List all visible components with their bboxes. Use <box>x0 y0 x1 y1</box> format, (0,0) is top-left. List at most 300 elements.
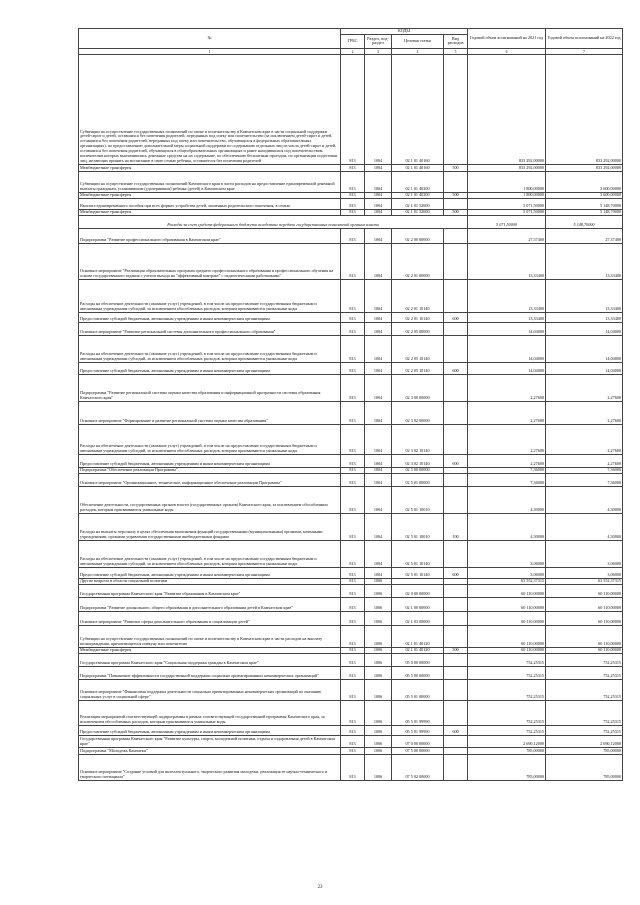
row-grbs: 813 <box>341 473 365 486</box>
row-target: 02 2 05 10140 <box>392 335 444 362</box>
table-row <box>79 374 623 401</box>
row-amount-2022: 752,25315 <box>546 700 623 725</box>
row-expense <box>444 486 468 513</box>
row-target: 02 2 01 00000 <box>392 243 444 279</box>
table-row <box>79 567 623 578</box>
table-row <box>79 584 623 597</box>
row-grbs: 813 <box>341 584 365 597</box>
table-row <box>79 243 623 279</box>
row-grbs: 813 <box>341 647 365 653</box>
row-name: Расходы на обеспечение деятельности (оказание услуг) учреждений, в том числе на предоставление государственным бюджетным и автономным учреждениям субсидий, за исключением обособленных расходов, которым присваиваются уникальные коды <box>79 540 341 567</box>
table-row <box>79 486 623 513</box>
row-amount-2022: 752,25315 <box>546 679 623 700</box>
row-name: Основное мероприятие "Развитие сферы дополнительного образования и социализации детей" <box>79 611 341 625</box>
row-amount-2021: 60 110,00000 <box>468 597 546 611</box>
row-amount-2021: 13,33400 <box>468 312 546 322</box>
row-target: 02 3 00 00000 <box>392 374 444 401</box>
row-target: 02 1 01 40200 <box>392 171 444 192</box>
row-target: 02 2 05 00000 <box>392 322 444 335</box>
row-amount-2022: 5 148,70000 <box>546 198 623 209</box>
table-row <box>79 725 623 735</box>
index-cell: 4 <box>392 48 444 54</box>
header-codes: КОДЫ <box>341 29 468 35</box>
row-amount-2021: 2,27600 <box>468 401 546 424</box>
row-grbs: 813 <box>341 653 365 666</box>
row-amount-2022: 3 600,00000 <box>546 192 623 198</box>
row-grbs: 813 <box>341 666 365 679</box>
table-row <box>79 597 623 611</box>
table-row <box>79 164 623 171</box>
row-name: Основное мероприятие "Организационное, техническое, информационное обеспечение реализации Программы" <box>79 473 341 486</box>
row-expense <box>444 424 468 454</box>
row-amount-2021: 13,33400 <box>468 243 546 279</box>
table-row <box>79 54 623 164</box>
row-name: Государственная программа Камчатского края "Развитие культуры, спорта, молодежной политики, отдыха и оздоровления детей в Камчатском крае" <box>79 735 341 747</box>
row-expense: 500 <box>444 192 468 198</box>
row-amount-2022: 14,04000 <box>546 362 623 374</box>
row-name: Расходы на выплаты персоналу в целях обеспечения выполнения функций государственными (муниципальными) органами, казенными учреждениями, органами управления государственными внебюджетными фондами <box>79 513 341 540</box>
row-amount-2021: 752,25315 <box>468 725 546 735</box>
row-expense <box>444 666 468 679</box>
table-row <box>79 666 623 679</box>
row-amount-2022: 4,30000 <box>546 513 623 540</box>
row-target: 07 5 02 00000 <box>392 754 444 780</box>
row-amount-2022: 2,27600 <box>546 454 623 467</box>
row-grbs: 813 <box>341 374 365 401</box>
row-name: Межбюджетные трансферты <box>79 192 341 198</box>
table-row <box>79 735 623 747</box>
row-amount-2021: 14,04000 <box>468 335 546 362</box>
row-expense: 600 <box>444 567 468 578</box>
row-expense <box>444 198 468 209</box>
row-section: 1004 <box>365 567 392 578</box>
row-section: 1004 <box>365 486 392 513</box>
row-expense <box>444 679 468 700</box>
row-amount-2022: 13,33400 <box>546 312 623 322</box>
row-amount-2021: 60 110,00000 <box>468 625 546 647</box>
row-expense: 500 <box>444 209 468 215</box>
row-section: 1006 <box>365 611 392 625</box>
row-grbs: 813 <box>341 567 365 578</box>
row-amount-2022: 3,06000 <box>546 540 623 567</box>
row-grbs: 813 <box>341 679 365 700</box>
row-amount-2021: 833 292,00000 <box>468 164 546 171</box>
row-grbs: 813 <box>341 401 365 424</box>
table-row <box>79 467 623 473</box>
budget-table-sheet <box>78 28 622 781</box>
table-row <box>79 700 623 725</box>
row-target: 02 2 01 10140 <box>392 279 444 312</box>
row-target: 02 5 01 10010 <box>392 513 444 540</box>
row-amount-2022: 752,25315 <box>546 653 623 666</box>
table-row <box>79 362 623 374</box>
row-grbs: 813 <box>341 192 365 198</box>
row-target: 05 5 01 99990 <box>392 700 444 725</box>
row-name: Подпрограмма "Молодежь Камчатки" <box>79 747 341 754</box>
row-amount-2021: 63 552,37315 <box>468 578 546 584</box>
row-section: 1004 <box>365 312 392 322</box>
row-section: 1006 <box>365 679 392 700</box>
row-name: Основное мероприятие "Создание условий для интеллектуального, творческого развития молодежи, реализация ее научно-технического и творческого потенциала" <box>79 754 341 780</box>
row-amount-2021: 2,27600 <box>468 424 546 454</box>
row-amount-2021: 4,30000 <box>468 486 546 513</box>
row-expense: 500 <box>444 164 468 171</box>
row-amount-2021: 13,33400 <box>468 279 546 312</box>
row-expense <box>444 279 468 312</box>
row-section: 1004 <box>365 473 392 486</box>
table-row <box>79 279 623 312</box>
row-name: Расходы на обеспечение деятельности (оказание услуг) учреждений, в том числе на предоставление государственным бюджетным и автономным учреждениям субсидий, за исключением обособленных расходов, которым присваиваются уникальные коды <box>79 279 341 312</box>
table-row <box>79 625 623 647</box>
row-name: Расходы на обеспечение деятельности (оказание услуг) учреждений, в том числе на предоставление государственным бюджетным и автономным учреждениям субсидий, за исключением обособленных расходов, которым присваиваются уникальные коды <box>79 335 341 362</box>
row-grbs: 813 <box>341 700 365 725</box>
row-grbs: 813 <box>341 735 365 747</box>
table-row <box>79 322 623 335</box>
row-grbs: 813 <box>341 625 365 647</box>
row-amount-2021: 60 110,00000 <box>468 584 546 597</box>
row-target: 02 5 01 00000 <box>392 473 444 486</box>
row-grbs: 813 <box>341 312 365 322</box>
row-section: 1004 <box>365 540 392 567</box>
row-grbs: 813 <box>341 209 365 215</box>
row-amount-2021: 3,06000 <box>468 567 546 578</box>
row-target: 02 1 01 52600 <box>392 198 444 209</box>
row-amount-2022: 60 110,00000 <box>546 647 623 653</box>
row-name: Субвенции на осуществление государственных полномочий Камчатского края в части расходов на предоставление единовременной денежной выплаты гражданам, усыновившим (удочерившим) ребенка (детей) в Камчатском крае <box>79 171 341 192</box>
row-expense <box>444 243 468 279</box>
row-grbs: 813 <box>341 611 365 625</box>
row-expense: 600 <box>444 312 468 322</box>
table-row <box>79 424 623 454</box>
row-expense <box>444 747 468 754</box>
row-section: 1004 <box>365 243 392 279</box>
row-amount-2022: 13,33400 <box>546 279 623 312</box>
row-grbs: 813 <box>341 486 365 513</box>
table-row <box>79 754 623 780</box>
row-expense <box>444 700 468 725</box>
row-section: 1004 <box>365 54 392 164</box>
row-expense <box>444 401 468 424</box>
row-section: 1004 <box>365 374 392 401</box>
row-section: 1004 <box>365 513 392 540</box>
row-section: 1004 <box>365 454 392 467</box>
row-amount-2021: 27,57400 <box>468 228 546 243</box>
row-grbs: 813 <box>341 54 365 164</box>
row-expense <box>444 611 468 625</box>
row-name: Подпрограмма "Развитие региональной системы оценки качества образования и информационной прозрачности системы образования Камчатского края" <box>79 374 341 401</box>
row-target: 02 0 00 00000 <box>392 584 444 597</box>
row-amount-2022: 14,04000 <box>546 335 623 362</box>
row-section: 1004 <box>365 362 392 374</box>
table-row <box>79 401 623 424</box>
row-name: Предоставление субсидий бюджетным, автономным учреждениям и иным некоммерческим организациям <box>79 362 341 374</box>
row-target: 02 2 00 00000 <box>392 228 444 243</box>
row-amount-2021: 785,00000 <box>468 754 546 780</box>
row-grbs: 813 <box>341 322 365 335</box>
row-target: 02 1 01 40200 <box>392 192 444 198</box>
row-amount-2021: 2,27600 <box>468 454 546 467</box>
row-amount-2022: 4,30000 <box>546 486 623 513</box>
row-amount-2021: 60 110,00000 <box>468 647 546 653</box>
row-grbs: 813 <box>341 725 365 735</box>
row-name: Предоставление субсидий бюджетным, автономным учреждениям и иным некоммерческим организациям <box>79 454 341 467</box>
row-grbs: 813 <box>341 424 365 454</box>
budget-table <box>78 28 623 781</box>
row-amount-2021: 7,36000 <box>468 473 546 486</box>
row-name: Субвенции на осуществление государственных полномочий по опеке и попечительству в Камчатском крае в части социальной поддержки детей-сирот и детей, оставшихся без попечения родителей, переданных под опеку или попечительство (за исключением детей-сирот и детей, оставшихся без попечения родителей, переданных под опеку или попечительство, обучающихся в федеральных образовательных организациях), по предоставлению дополнительной меры социальной поддержки по содержанию отдельных лиц из числа детей-сирот и детей, оставшихся без попечения родителей, обучающихся в общеобразовательных организациях и ранее находившихся под попечительством, попечителям которых выплачивались денежные средства на их содержание, по обеспечению бесплатным проездом, по организации подготовки лиц, желающих принять на воспитание в свою семью ребенка, оставшегося без попечения родителей <box>79 54 341 164</box>
row-amount-2022: 7,36000 <box>546 473 623 486</box>
row-name: Подпрограмма "Обеспечение реализации Программы" <box>79 467 341 473</box>
row-section: 1006 <box>365 700 392 725</box>
row-amount-2022: 63 552,37315 <box>546 578 623 584</box>
row-target: 02 1 01 52600 <box>392 209 444 215</box>
row-grbs: 813 <box>341 467 365 473</box>
row-target: 05 5 01 99990 <box>392 725 444 735</box>
row-target: 02 1 01 40120 <box>392 647 444 653</box>
row-expense <box>444 754 468 780</box>
row-section: 1006 <box>365 666 392 679</box>
row-grbs: 813 <box>341 578 365 584</box>
row-expense <box>444 473 468 486</box>
row-expense <box>444 374 468 401</box>
row-section: 1006 <box>365 584 392 597</box>
index-cell: 7 <box>546 48 623 54</box>
header-2021: Годовой объем ассигнований на 2021 год <box>468 29 546 49</box>
index-cell: 2 <box>341 48 365 54</box>
row-target: 02 3 02 10140 <box>392 454 444 467</box>
header-section: Раздел, под- раздел <box>365 34 392 48</box>
table-row <box>79 171 623 192</box>
row-grbs: 813 <box>341 164 365 171</box>
row-section: 1004 <box>365 279 392 312</box>
row-name: Другие вопросы в области социальной политики <box>79 578 341 584</box>
row-target: 02 1 03 00000 <box>392 611 444 625</box>
table-row <box>79 335 623 362</box>
row-section: 1006 <box>365 647 392 653</box>
row-grbs: 813 <box>341 454 365 467</box>
row-grbs: 813 <box>341 228 365 243</box>
row-name: Государственная программа Камчатского края "Развитие образования в Камчатском крае" <box>79 584 341 597</box>
row-target: 02 5 00 00000 <box>392 467 444 473</box>
note-row <box>79 215 623 228</box>
row-section: 1004 <box>365 424 392 454</box>
row-section: 1006 <box>365 725 392 735</box>
row-target: 07 0 00 00000 <box>392 735 444 747</box>
table-row <box>79 473 623 486</box>
row-grbs: 813 <box>341 747 365 754</box>
row-target: 02 1 01 40160 <box>392 54 444 164</box>
row-target: 05 5 01 00000 <box>392 679 444 700</box>
header-expense: Вид расходов <box>444 34 468 48</box>
row-name: Основное мероприятие "Развитие региональной системы дополнительного профессионального образования" <box>79 322 341 335</box>
row-name: Основное мероприятие "Финансовая поддержка деятельности социально ориентированных некоммерческих организаций по оказанию социальных услуг в социальной сфере" <box>79 679 341 700</box>
row-amount-2021: 785,00000 <box>468 747 546 754</box>
table-row <box>79 540 623 567</box>
row-amount-2022: 3 600,00000 <box>546 171 623 192</box>
table-row <box>79 653 623 666</box>
header-grbs: ГРБС <box>341 34 365 48</box>
table-row <box>79 454 623 467</box>
row-amount-2021: 752,25315 <box>468 653 546 666</box>
row-section: 1004 <box>365 467 392 473</box>
row-amount-2021: 1 800,00000 <box>468 192 546 198</box>
row-amount-2022: 13,33400 <box>546 243 623 279</box>
row-amount-2022: 785,00000 <box>546 747 623 754</box>
header-target: Целевая статья <box>392 34 444 48</box>
row-target: 02 1 00 00000 <box>392 597 444 611</box>
index-cell: 3 <box>365 48 392 54</box>
row-section: 1004 <box>365 401 392 424</box>
row-name: Межбюджетные трансферты <box>79 209 341 215</box>
row-amount-2022: 60 110,00000 <box>546 611 623 625</box>
table-row <box>79 312 623 322</box>
page-number: 23 <box>317 885 323 890</box>
row-amount-2021: 2 690,12000 <box>468 735 546 747</box>
table-row <box>79 578 623 584</box>
row-amount-2021: 752,25315 <box>468 666 546 679</box>
row-amount-2022: 833 292,00000 <box>546 54 623 164</box>
row-grbs: 813 <box>341 335 365 362</box>
row-expense: 600 <box>444 362 468 374</box>
row-amount-2021: 3,06000 <box>468 540 546 567</box>
row-name: Субвенции на осуществление государственных полномочий по опеке и попечительству в Камчатском крае в части расходов на выплату вознаграждения, причитающегося опекуну или попечителю <box>79 625 341 647</box>
row-expense: 500 <box>444 647 468 653</box>
row-name: Основное мероприятие "Формирование и развитие региональной системы оценки качества образования" <box>79 401 341 424</box>
row-amount-2021: 1 800,00000 <box>468 171 546 192</box>
row-amount-2021: 752,25315 <box>468 679 546 700</box>
row-section: 1004 <box>365 198 392 209</box>
table-row <box>79 747 623 754</box>
row-amount-2022: 14,04000 <box>546 322 623 335</box>
row-amount-2022: 60 110,00000 <box>546 597 623 611</box>
row-section: 1004 <box>365 228 392 243</box>
header-no: № <box>79 29 341 49</box>
row-amount-2022: 785,00000 <box>546 754 623 780</box>
row-amount-2022: 3,06000 <box>546 567 623 578</box>
row-name: Подпрограмма "Развитие профессионального образования в Камчатском крае" <box>79 228 341 243</box>
row-name: Предоставление субсидий бюджетным, автономным учреждениям и иным некоммерческим организациям <box>79 567 341 578</box>
row-grbs: 813 <box>341 513 365 540</box>
row-name: Предоставление субсидий бюджетным, автономным учреждениям и иным некоммерческим организациям <box>79 725 341 735</box>
row-amount-2022: 27,37400 <box>546 228 623 243</box>
row-name: Реализация мероприятий соответствующей подпрограммы в рамках соответствующей государственной программы Камчатского края, за исключением обособленных расходов, которым присваиваются уникальные коды <box>79 700 341 725</box>
row-name: Подпрограмма "Развитие дошкольного, общего образования и дополнительного образования детей в Камчатском крае" <box>79 597 341 611</box>
row-section: 1006 <box>365 625 392 647</box>
row-amount-2022: 833 292,00000 <box>546 164 623 171</box>
row-amount-2022: 5 148,70000 <box>546 215 623 228</box>
row-section: 1004 <box>365 335 392 362</box>
table-row <box>79 679 623 700</box>
row-expense: 600 <box>444 725 468 735</box>
row-target: 02 5 01 10010 <box>392 486 444 513</box>
row-amount-2022: 2,27600 <box>546 424 623 454</box>
table-row <box>79 513 623 540</box>
row-amount-2021: 833 292,00000 <box>468 54 546 164</box>
row-grbs: 813 <box>341 754 365 780</box>
row-target: 07 5 00 00000 <box>392 747 444 754</box>
row-name: Расходы на обеспечение деятельности (оказание услуг) учреждений, в том числе на предоставление государственным бюджетным и автономным учреждениям субсидий, за исключением обособленных расходов, которым присваиваются уникальные коды <box>79 424 341 454</box>
row-expense <box>444 653 468 666</box>
row-target: 05 0 00 00000 <box>392 653 444 666</box>
row-amount-2022: 60 110,00000 <box>546 584 623 597</box>
row-expense <box>444 735 468 747</box>
row-amount-2021: 4,30000 <box>468 513 546 540</box>
row-name: Предоставление субсидий бюджетным, автономным учреждениям и иным некоммерческим организациям <box>79 312 341 322</box>
row-section: 1006 <box>365 747 392 754</box>
index-cell: 6 <box>468 48 546 54</box>
row-expense <box>444 597 468 611</box>
row-expense: 600 <box>444 454 468 467</box>
row-name: Основное мероприятие "Реализация образовательных программ среднего профессионального образования и профессионального обучения на основе государственного задания с учетом выхода на "эффективный контракт" с педагогическими работниками" <box>79 243 341 279</box>
row-target: 02 1 01 40160 <box>392 164 444 171</box>
row-amount-2022: 5 148,70000 <box>546 209 623 215</box>
row-target: 05 5 00 00000 <box>392 666 444 679</box>
row-amount-2022: 752,25315 <box>546 666 623 679</box>
row-amount-2022: 2,27600 <box>546 374 623 401</box>
row-target: 02 2 05 10140 <box>392 362 444 374</box>
row-expense <box>444 584 468 597</box>
row-grbs: 813 <box>341 198 365 209</box>
row-target: 02 3 02 10140 <box>392 424 444 454</box>
row-target: 02 5 01 10140 <box>392 567 444 578</box>
row-expense: 100 <box>444 513 468 540</box>
row-expense <box>444 54 468 164</box>
row-section: 1006 <box>365 754 392 780</box>
row-amount-2021: 5 071,50000 <box>468 209 546 215</box>
row-target: 02 1 01 40120 <box>392 625 444 647</box>
index-cell: 5 <box>444 48 468 54</box>
row-name: Межбюджетные трансферты <box>79 647 341 653</box>
row-amount-2022: 752,25315 <box>546 725 623 735</box>
row-name: Государственная программа Камчатского края "Социальная поддержка граждан в Камчатском крае" <box>79 653 341 666</box>
row-amount-2021: 2,27600 <box>468 374 546 401</box>
row-grbs: 813 <box>341 362 365 374</box>
table-body <box>79 54 623 780</box>
row-grbs: 813 <box>341 597 365 611</box>
index-cell: 1 <box>79 48 341 54</box>
row-name: Межбюджетные трансферты <box>79 164 341 171</box>
row-grbs: 813 <box>341 171 365 192</box>
row-section: 1006 <box>365 597 392 611</box>
row-expense <box>444 171 468 192</box>
row-amount-2021: 5 071,50000 <box>468 198 546 209</box>
row-name: Выплата единовременного пособия при всех формах устройства детей, лишенных родительского попечения, в семью <box>79 198 341 209</box>
row-section: 1004 <box>365 209 392 215</box>
row-amount-2022: 7,36000 <box>546 467 623 473</box>
row-name: Обеспечение деятельности, государственных органов власти (государственных органов) Камчатского края, за исключением обособленных расходов, которым присваиваются уникальные коды <box>79 486 341 513</box>
row-expense <box>444 322 468 335</box>
row-expense <box>444 540 468 567</box>
row-expense <box>444 625 468 647</box>
row-target: 02 5 01 10140 <box>392 540 444 567</box>
note-text: Расходы за счет средств федерального бюджета вследствие передачи государственных полномочий органам власти <box>79 215 468 228</box>
row-section: 1006 <box>365 578 392 584</box>
row-target: 02 3 02 00000 <box>392 401 444 424</box>
table-row <box>79 611 623 625</box>
row-section: 1004 <box>365 322 392 335</box>
row-amount-2021: 752,25315 <box>468 700 546 725</box>
table-row <box>79 228 623 243</box>
row-section: 1004 <box>365 171 392 192</box>
row-amount-2021: 60 110,00000 <box>468 611 546 625</box>
row-section: 1004 <box>365 192 392 198</box>
row-grbs: 813 <box>341 540 365 567</box>
header-2022: Годовой объем ассигнований на 2022 год <box>546 29 623 49</box>
row-amount-2022: 2 690,12000 <box>546 735 623 747</box>
row-amount-2021: 14,04000 <box>468 362 546 374</box>
row-expense <box>444 335 468 362</box>
row-amount-2021: 7,36000 <box>468 467 546 473</box>
